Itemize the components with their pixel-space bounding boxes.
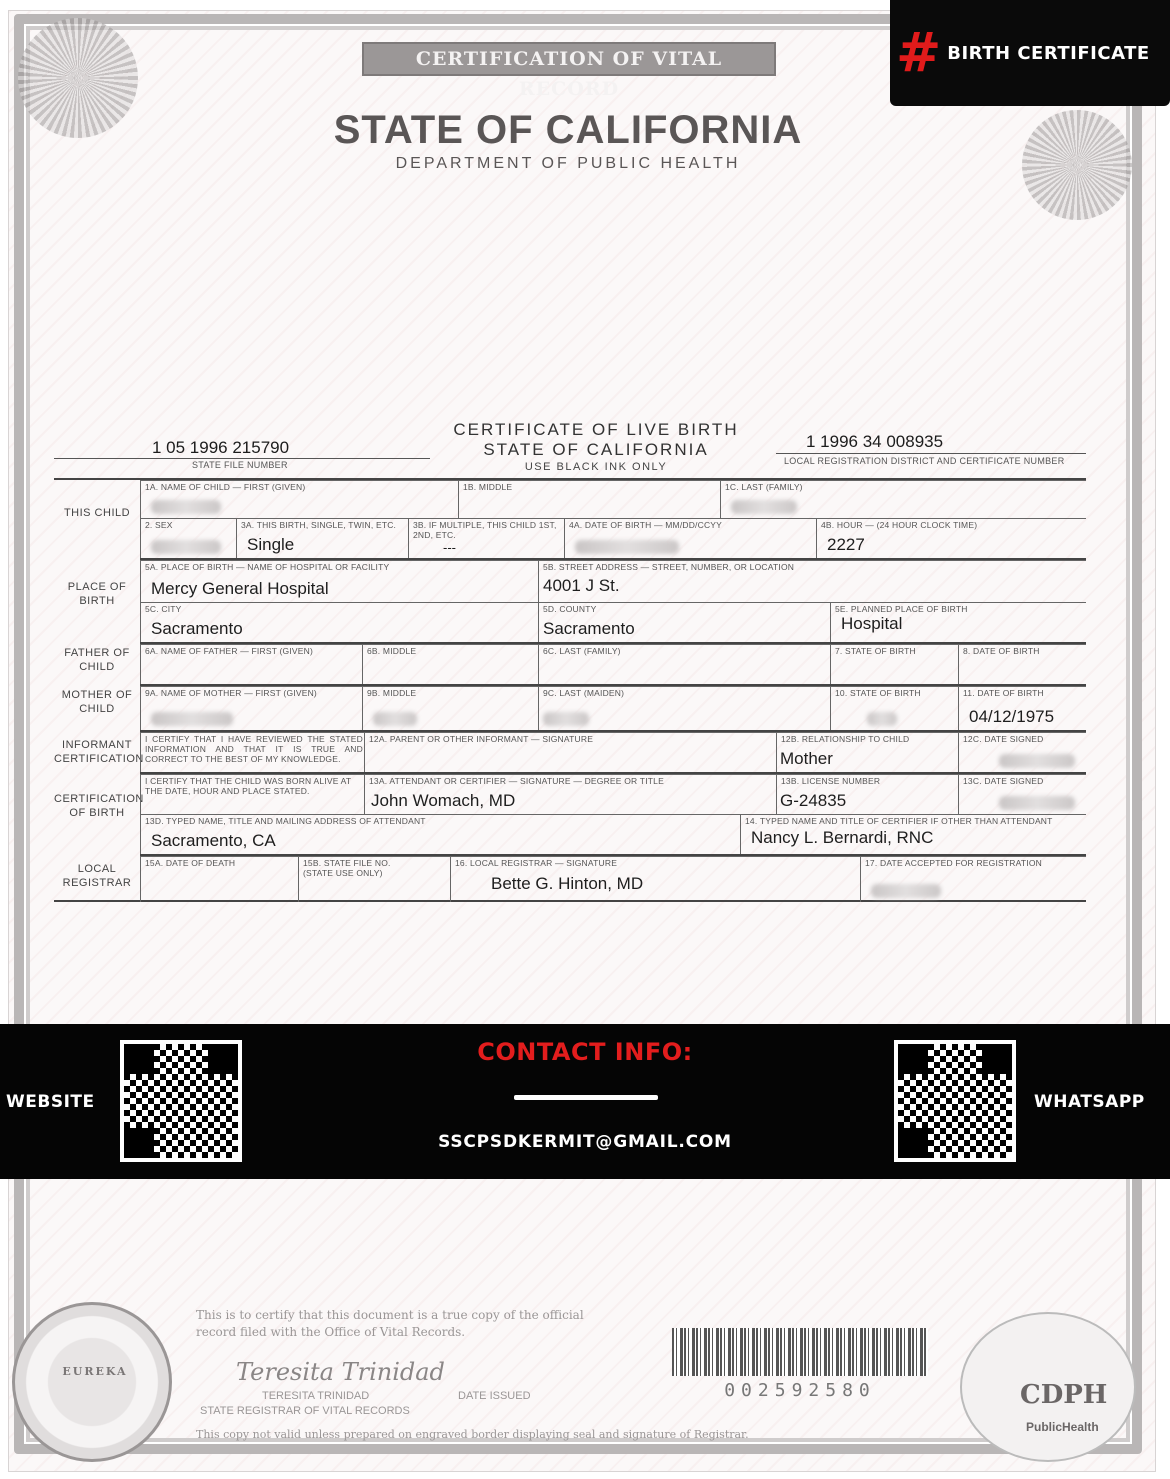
field-certifier-name: [740, 814, 1086, 854]
field-father-state-of-birth: [830, 644, 958, 684]
field-multiple-order: [408, 518, 564, 558]
field-label: 9A. NAME OF MOTHER — FIRST (GIVEN): [145, 688, 317, 698]
ink-note: USE BLACK INK ONLY: [524, 461, 668, 473]
field-label: 13D. TYPED NAME, TITLE AND MAILING ADDRESS OF ATTENDANT: [145, 816, 426, 826]
certificate-title-line1: CERTIFICATE OF LIVE BIRTH: [453, 420, 739, 439]
certificate-title: [426, 420, 766, 460]
whatsapp-label: WHATSAPP: [1034, 1092, 1145, 1112]
field-label: 1A. NAME OF CHILD — FIRST (GIVEN): [145, 482, 306, 492]
seal-eureka: EUREKA: [62, 1365, 128, 1378]
field-label: 5D. COUNTY: [543, 604, 597, 614]
certificate-title-line2: STATE OF CALIFORNIA: [483, 440, 709, 459]
field-value: Single: [247, 535, 295, 554]
field-label: 1C. LAST (FAMILY): [725, 482, 803, 492]
redacted-value: [867, 712, 897, 726]
tag-label: BIRTH CERTIFICATE: [947, 42, 1150, 64]
field-mother-first-name: [140, 686, 362, 730]
field-informant-date-signed: [958, 732, 1086, 772]
field-label: 5E. PLANNED PLACE OF BIRTH: [835, 604, 968, 614]
state-file-number: 1 05 1996 215790: [152, 438, 290, 457]
field-label: 7. STATE OF BIRTH: [835, 646, 916, 656]
field-label: 5A. PLACE OF BIRTH — NAME OF HOSPITAL OR FACILITY: [145, 562, 390, 572]
redacted-value: [871, 884, 941, 898]
field-date-of-death: [140, 856, 298, 902]
field-label: 13A. ATTENDANT OR CERTIFIER — SIGNATURE — DEGREE OR TITLE: [369, 776, 664, 786]
field-label: 15B. STATE FILE NO. (STATE USE ONLY): [303, 858, 391, 878]
redacted-value: [999, 754, 1075, 768]
field-relationship: [776, 732, 958, 772]
redacted-value: [731, 500, 797, 514]
birth-certificate-tag: [890, 0, 1170, 106]
birth-certify-text: [140, 774, 364, 814]
field-label: 3B. IF MULTIPLE, THIS CHILD 1ST, 2ND, ETC.: [413, 520, 557, 540]
contact-email[interactable]: SSCPSDKERMIT@GMAIL.COM: [438, 1132, 732, 1152]
field-value: Sacramento: [151, 619, 243, 638]
certify-statement: I CERTIFY THAT THE CHILD WAS BORN ALIVE AT THE DATE, HOUR AND PLACE STATED.: [145, 776, 352, 796]
field-value: John Womach, MD: [371, 791, 516, 810]
barcode: [672, 1328, 928, 1376]
field-value: Mercy General Hospital: [151, 579, 329, 598]
field-value: ---: [443, 540, 456, 555]
field-value: Bette G. Hinton, MD: [491, 874, 644, 893]
field-value: 04/12/1975: [969, 707, 1055, 726]
field-hospital: [140, 560, 538, 602]
field-child-last-name: [720, 480, 1086, 518]
certify-statement: I CERTIFY THAT I HAVE REVIEWED THE STATED INFORMATION AND THAT IT IS TRUE AND CORRECT TO THE BEST OF MY KNOWLEDGE.: [145, 734, 363, 764]
contact-title: CONTACT INFO:: [477, 1038, 693, 1066]
field-license-number: [776, 774, 958, 814]
redacted-value: [575, 540, 679, 554]
field-mother-last-name: [538, 686, 830, 730]
state-title: STATE OF CALIFORNIA: [333, 108, 803, 152]
field-street-address: [538, 560, 1086, 602]
field-attendant-signature: [364, 774, 776, 814]
field-value: Nancy L. Bernardi, RNC: [751, 828, 934, 847]
field-label: 2. SEX: [145, 520, 173, 530]
field-birth-hour: [816, 518, 1086, 558]
certify-copy-line1: This is to certify that this document is a true copy of the official: [196, 1308, 584, 1322]
field-label: 3A. THIS BIRTH, SINGLE, TWIN, ETC.: [241, 520, 397, 530]
field-value: G-24835: [780, 791, 847, 810]
field-local-registrar: [450, 856, 860, 902]
field-label: 14. TYPED NAME AND TITLE OF CERTIFIER IF OTHER THAN ATTENDANT: [745, 816, 1053, 826]
field-label: 9B. MIDDLE: [367, 688, 417, 698]
field-mother-dob: [958, 686, 1086, 730]
field-father-first-name: [140, 644, 362, 684]
field-date-accepted: [860, 856, 1086, 902]
field-father-middle-name: [362, 644, 538, 684]
cdph-logo: CDPH: [1020, 1380, 1108, 1410]
field-label: 10. STATE OF BIRTH: [835, 688, 921, 698]
field-label: 9C. LAST (MAIDEN): [543, 688, 625, 698]
field-label: 6B. MIDDLE: [367, 646, 417, 656]
field-city: [140, 602, 538, 642]
field-label: 13B. LICENSE NUMBER: [781, 776, 881, 786]
registrar-signature-icon: Teresita Trinidad: [236, 1358, 445, 1386]
hash-icon: #: [896, 21, 942, 84]
state-seal: [12, 1302, 172, 1462]
field-label: 8. DATE OF BIRTH: [963, 646, 1040, 656]
field-informant-signature: [364, 732, 776, 772]
section-certification: CERTIFICATION OF BIRTH: [54, 793, 144, 819]
field-label: 15A. DATE OF DEATH: [145, 858, 236, 868]
date-issued-label: DATE ISSUED: [458, 1390, 531, 1402]
section-father: FATHER OF CHILD: [64, 647, 130, 673]
whatsapp-qr-code[interactable]: [894, 1040, 1016, 1162]
divider: [54, 458, 430, 459]
field-label: 12C. DATE SIGNED: [963, 734, 1044, 744]
field-value: Sacramento, CA: [151, 831, 276, 850]
field-label: 5B. STREET ADDRESS — STREET, NUMBER, OR LOCATION: [543, 562, 795, 572]
field-label: 17. DATE ACCEPTED FOR REGISTRATION: [865, 858, 1042, 868]
validity-note: This copy not valid unless prepared on engraved border displaying seal and signature of Registrar.: [196, 1428, 749, 1441]
field-label: 12B. RELATIONSHIP TO CHILD: [781, 734, 910, 744]
field-label: 6C. LAST (FAMILY): [543, 646, 621, 656]
section-mother: MOTHER OF CHILD: [61, 689, 133, 715]
field-child-dob: [564, 518, 816, 558]
local-registration-number: 1 1996 34 008935: [806, 432, 944, 451]
certification-banner: CERTIFICATION OF VITAL RECORD: [362, 42, 776, 76]
field-value: 2227: [827, 535, 865, 554]
redacted-value: [151, 500, 221, 514]
redacted-value: [151, 540, 221, 554]
field-attendant-date-signed: [958, 774, 1086, 814]
field-state-file-no: [298, 856, 450, 902]
field-child-first-name: [140, 480, 458, 518]
field-value: Mother: [780, 749, 833, 768]
qr-pattern: [898, 1044, 1012, 1158]
field-label: 13C. DATE SIGNED: [963, 776, 1044, 786]
divider: [514, 1095, 658, 1100]
redacted-value: [543, 712, 589, 726]
section-local-registrar: LOCAL REGISTRAR: [62, 863, 132, 889]
registrar-title: STATE REGISTRAR OF VITAL RECORDS: [200, 1405, 410, 1417]
registrar-name: TERESITA TRINIDAD: [262, 1390, 370, 1402]
field-value: 4001 J St.: [543, 576, 620, 595]
field-father-dob: [958, 644, 1086, 684]
field-label: 11. DATE OF BIRTH: [963, 688, 1044, 698]
redacted-value: [999, 796, 1075, 810]
field-attendant-address: [140, 814, 740, 854]
field-sex: [140, 518, 236, 558]
barcode-number: 002592580: [724, 1380, 876, 1401]
redacted-value: [151, 712, 233, 726]
field-value: Sacramento: [543, 619, 635, 638]
field-label: 4B. HOUR — (24 HOUR CLOCK TIME): [821, 520, 978, 530]
divider: [776, 453, 1086, 454]
state-file-label: STATE FILE NUMBER: [192, 460, 288, 470]
field-father-last-name: [538, 644, 830, 684]
birth-certificate-form: [54, 478, 1086, 902]
section-place-of-birth: PLACE OF BIRTH: [67, 581, 127, 607]
field-mother-middle-name: [362, 686, 538, 730]
field-child-middle-name: [458, 480, 720, 518]
field-mother-state-of-birth: [830, 686, 958, 730]
field-label: 6A. NAME OF FATHER — FIRST (GIVEN): [145, 646, 314, 656]
field-label: 12A. PARENT OR OTHER INFORMANT — SIGNATURE: [369, 734, 594, 744]
field-label: 4A. DATE OF BIRTH — MM/DD/CCYY: [569, 520, 723, 530]
department-title: DEPARTMENT OF PUBLIC HEALTH: [395, 155, 741, 172]
field-label: 16. LOCAL REGISTRAR — SIGNATURE: [455, 858, 618, 868]
website-label: WEBSITE: [6, 1092, 95, 1112]
field-value: Hospital: [841, 614, 903, 633]
field-birth-type: [236, 518, 408, 558]
local-number-label: LOCAL REGISTRATION DISTRICT AND CERTIFICATE NUMBER: [784, 456, 1065, 466]
field-planned-place: [830, 602, 1086, 642]
redacted-value: [373, 712, 417, 726]
section-informant: INFORMANT CERTIFICATION: [54, 739, 144, 765]
field-label: 1B. MIDDLE: [463, 482, 513, 492]
informant-certify-text: [140, 732, 364, 772]
field-county: [538, 602, 830, 642]
field-label: 5C. CITY: [145, 604, 182, 614]
cdph-subtitle: PublicHealth: [1026, 1420, 1099, 1434]
section-this-child: THIS CHILD: [63, 507, 131, 519]
certify-copy-line2: record filed with the Office of Vital Records.: [196, 1325, 466, 1339]
